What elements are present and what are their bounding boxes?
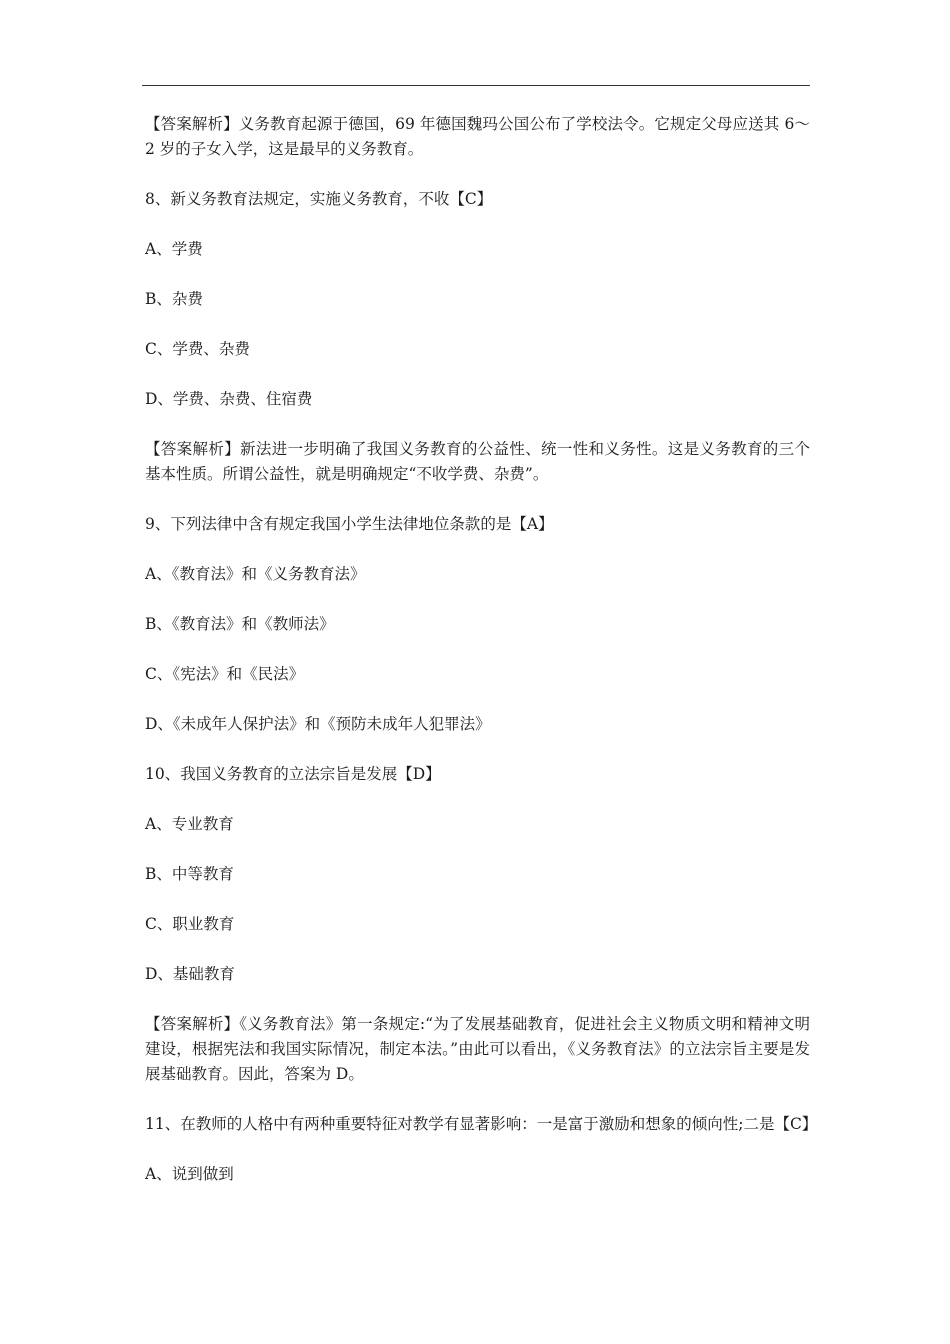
option-d: D、《未成年人保护法》和《预防未成年人犯罪法》 [145,715,491,733]
question-8: 8、新义务教育法规定，实施义务教育，不收【C】 [145,190,493,208]
answer-explanation: 【答案解析】《义务教育法》第一条规定:“为了发展基础教育，促进社会主义物质文明和精神文明建设，根据宪法和我国实际情况，制定本法。”由此可以看出，《义务教育法》的立法宗旨主要是发展基础教育。因此，答案为 D。 [145,1015,810,1083]
option-d: D、基础教育 [145,965,235,983]
option-a: A、说到做到 [145,1165,234,1183]
question-9: 9、下列法律中含有规定我国小学生法律地位条款的是【A】 [145,515,554,533]
option-c: C、《宪法》和《民法》 [145,665,305,683]
option-a: A、专业教育 [145,815,234,833]
answer-explanation: 【答案解析】新法进一步明确了我国义务教育的公益性、统一性和义务性。这是义务教育的三个基本性质。所谓公益性，就是明确规定“不收学费、杂费”。 [145,440,810,483]
option-a: A、《教育法》和《义务教育法》 [145,565,366,583]
document-body [145,112,818,1212]
option-c: C、学费、杂费 [145,340,250,358]
option-b: B、《教育法》和《教师法》 [145,615,335,633]
question-10: 10、我国义务教育的立法宗旨是发展【D】 [145,765,441,783]
option-b: B、杂费 [145,290,203,308]
option-c: C、职业教育 [145,915,235,933]
option-a: A、学费 [145,240,203,258]
header-rule [142,85,810,86]
question-11: 11、在教师的人格中有两种重要特征对教学有显著影响：一是富于激励和想象的倾向性;二是【C】 [145,1115,818,1133]
option-d: D、学费、杂费、住宿费 [145,390,313,408]
option-b: B、中等教育 [145,865,234,883]
answer-explanation: 【答案解析】义务教育起源于德国，69 年德国魏玛公国公布了学校法令。它规定父母应送其 6～2 岁的子女入学，这是最早的义务教育。 [145,115,810,158]
